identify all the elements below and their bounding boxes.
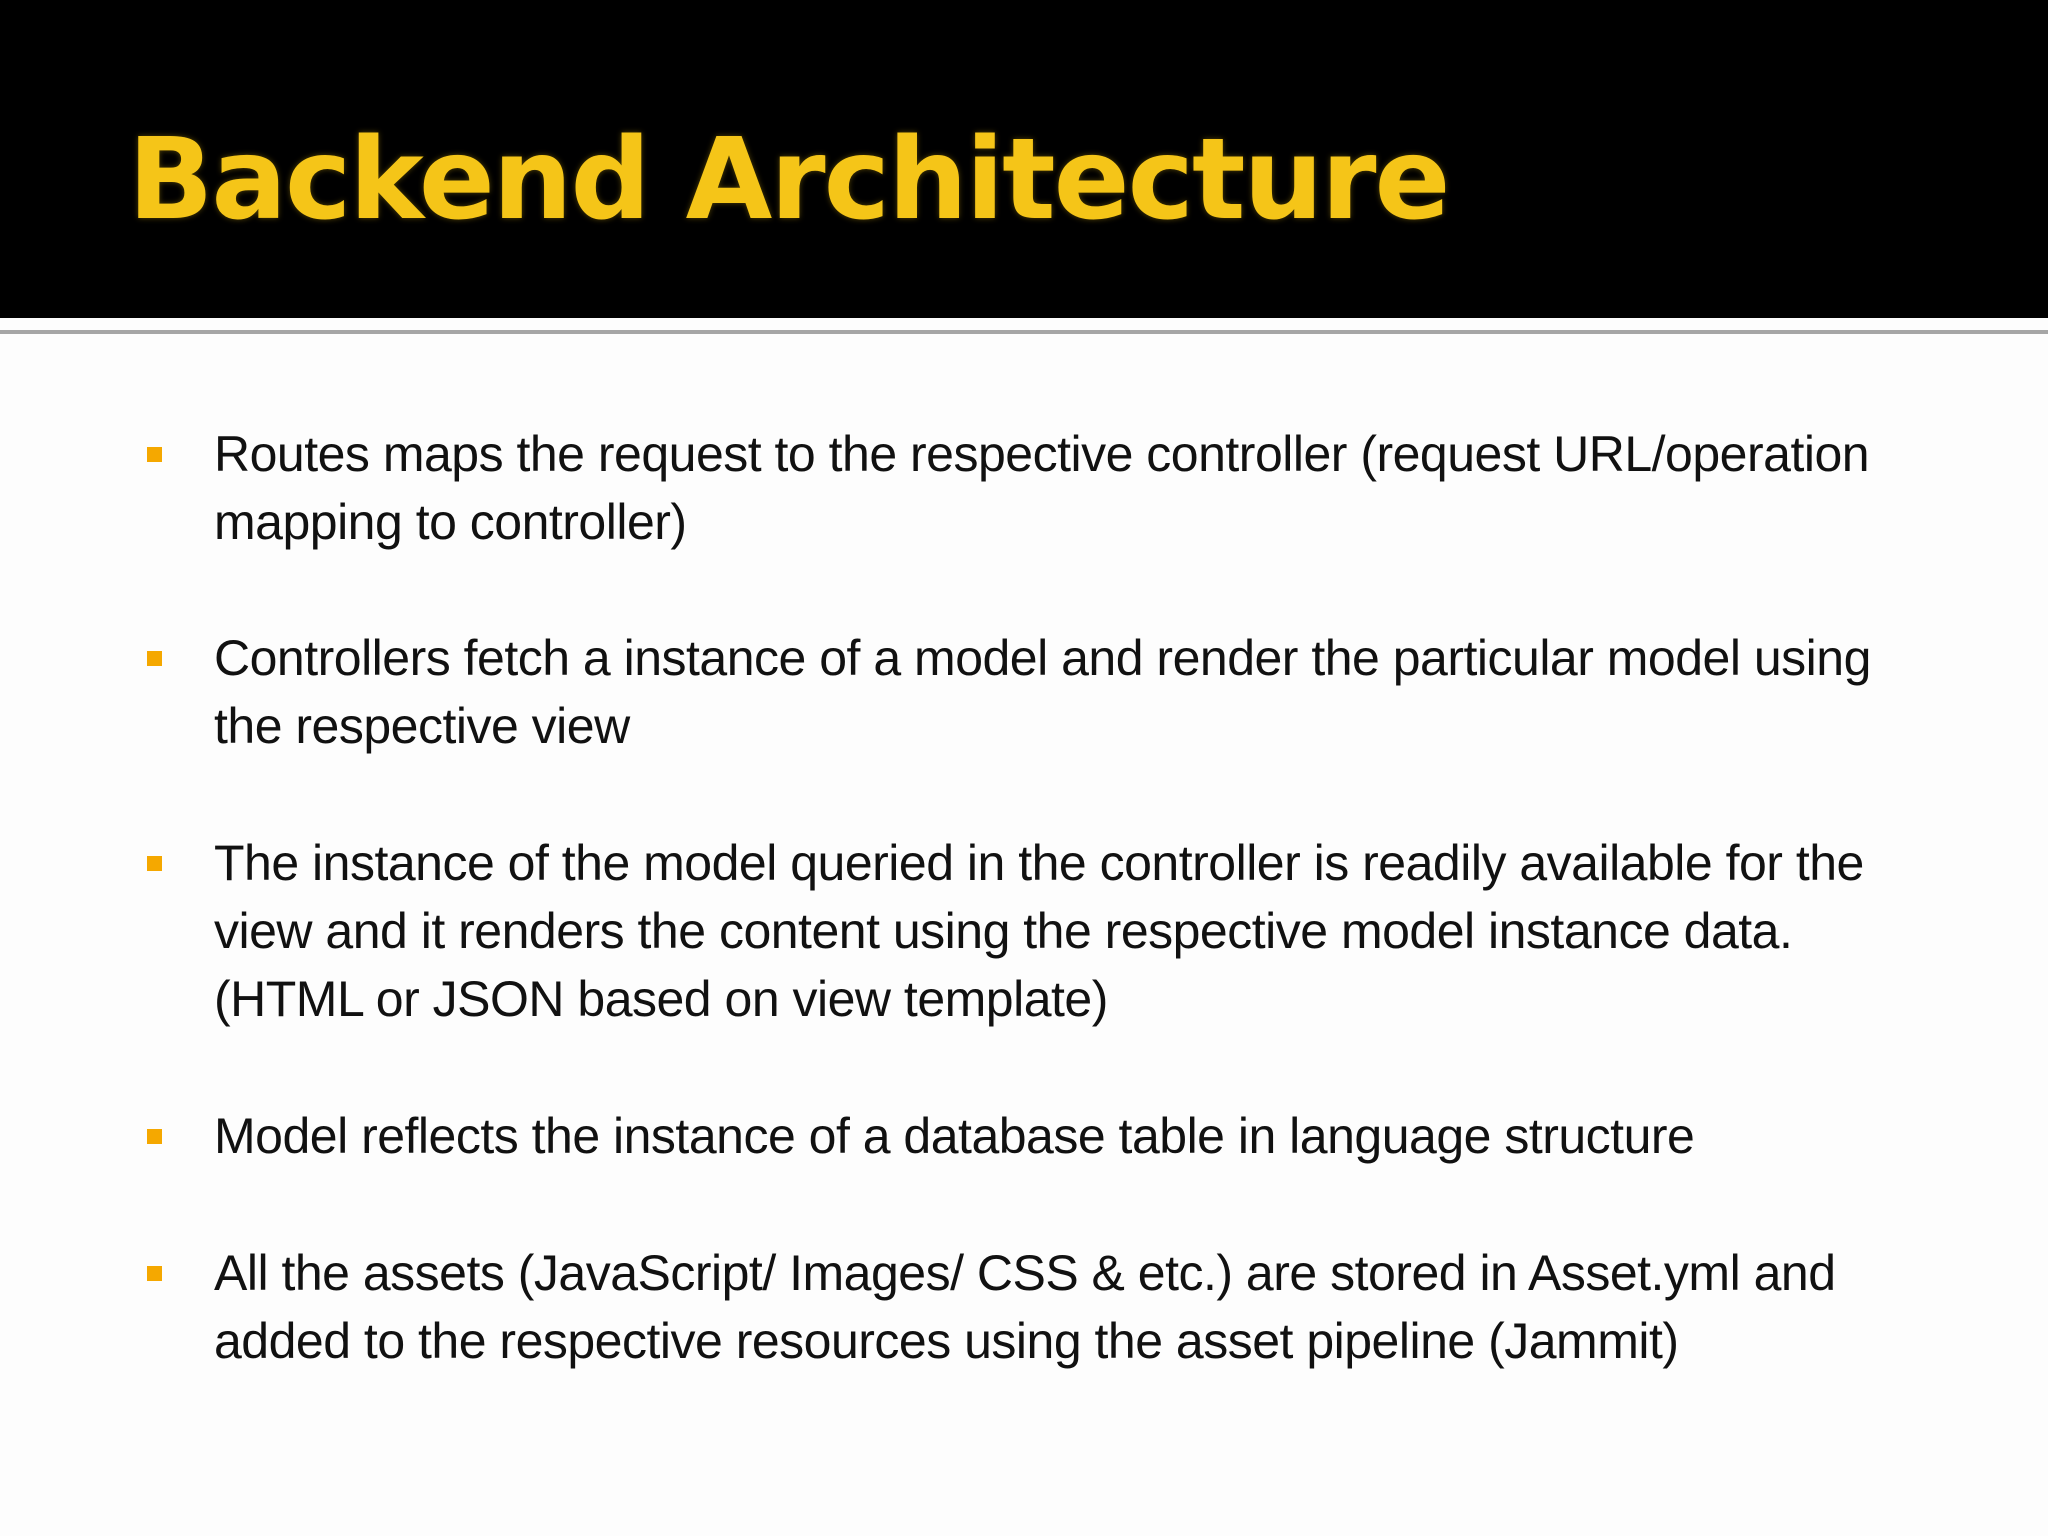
slide-title: Backend Architecture — [128, 115, 1449, 245]
square-bullet-icon — [147, 856, 162, 871]
bullet-text: The instance of the model queried in the controller is readily available for the view and it renders the content using the respective model instance data. (HTML or JSON based on view template) — [214, 835, 1864, 1027]
square-bullet-icon — [147, 651, 162, 666]
square-bullet-icon — [147, 1266, 162, 1281]
bullet-text: Controllers fetch a instance of a model and render the particular model using the respective view — [214, 630, 1871, 754]
title-divider — [0, 330, 2048, 334]
bullet-text: Model reflects the instance of a database table in language structure — [214, 1108, 1695, 1164]
square-bullet-icon — [147, 447, 162, 462]
bullet-text: Routes maps the request to the respective controller (request URL/operation mapping to controller) — [214, 426, 1870, 550]
title-band — [0, 0, 2048, 318]
bullet-text: All the assets (JavaScript/ Images/ CSS & etc.) are stored in Asset.yml and added to the respective resources using the asset pipeline (Jammit) — [214, 1245, 1836, 1369]
square-bullet-icon — [147, 1129, 162, 1144]
